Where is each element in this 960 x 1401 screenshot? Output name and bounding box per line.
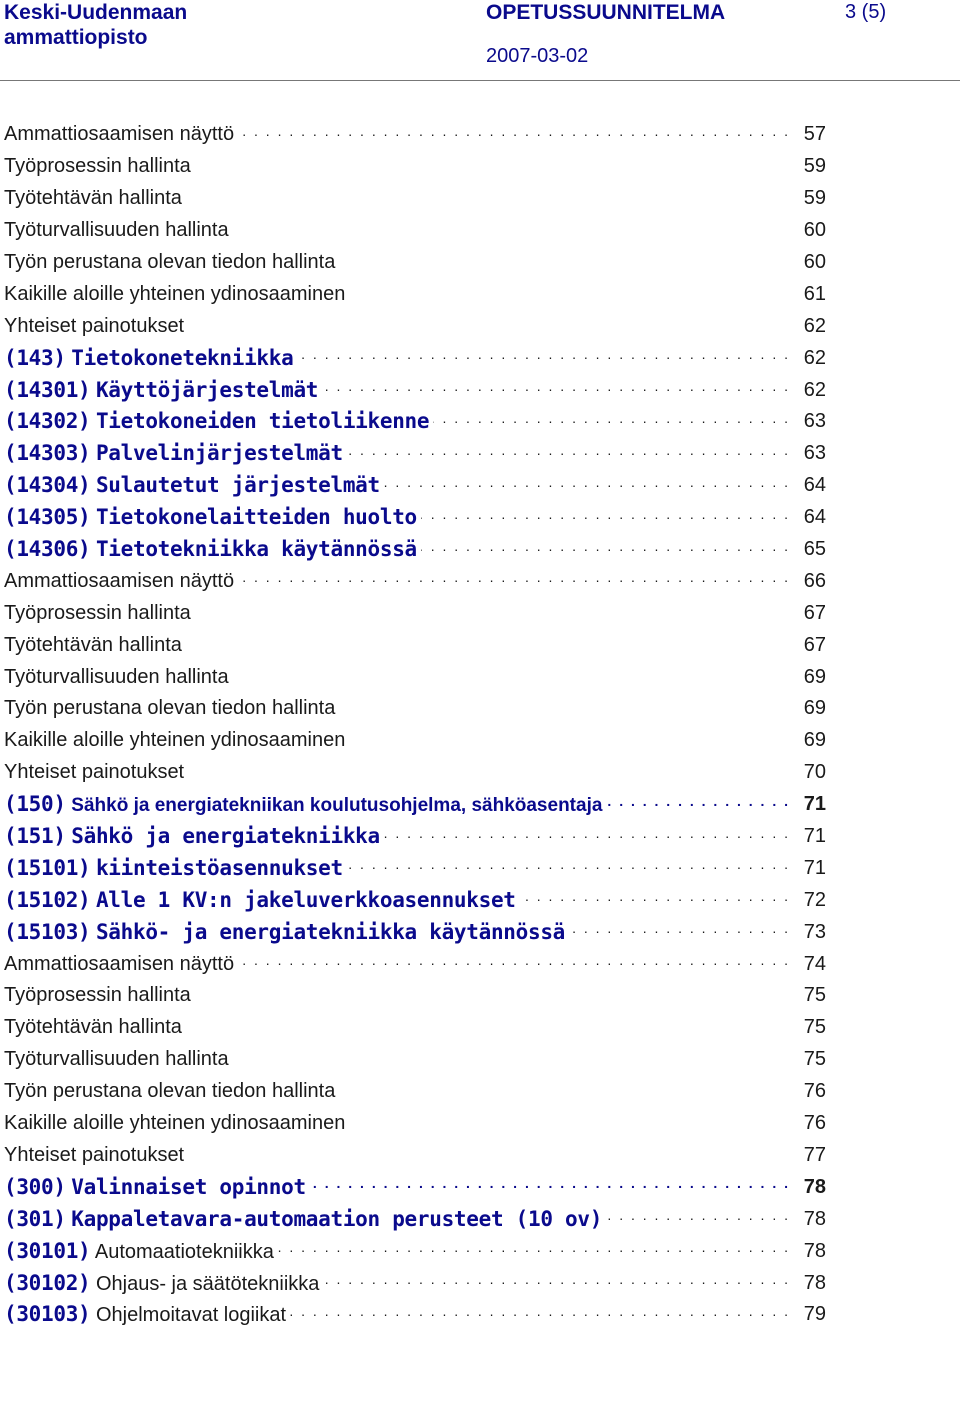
toc-entry-title bbox=[0, 505, 417, 530]
toc-entry-text: Työturvallisuuden hallinta bbox=[4, 665, 229, 688]
toc-entry[interactable] bbox=[0, 310, 826, 342]
toc-entry-page: 78 bbox=[803, 1239, 826, 1262]
toc-entry-title bbox=[0, 666, 229, 689]
toc-entry-title bbox=[0, 378, 318, 403]
toc-leader-dots bbox=[349, 1112, 790, 1136]
toc-leader-dots bbox=[278, 1239, 790, 1263]
toc-leader-dots bbox=[195, 155, 790, 179]
toc-entry-code: (15101) bbox=[4, 855, 91, 880]
toc-entry-title bbox=[0, 1302, 286, 1327]
toc-entry-page: 76 bbox=[803, 1112, 826, 1135]
toc-entry-page: 69 bbox=[803, 729, 826, 752]
toc-entry-code: (14303) bbox=[4, 441, 91, 466]
toc-entry-title bbox=[0, 602, 191, 625]
toc-entry-page: 77 bbox=[803, 1143, 826, 1166]
toc-entry-code: (14301) bbox=[4, 377, 91, 402]
toc-entry-title bbox=[0, 888, 516, 913]
toc-entry-code: (30102) bbox=[4, 1270, 91, 1295]
toc-leader-dots bbox=[188, 761, 790, 785]
toc-leader-dots bbox=[347, 442, 790, 466]
toc-entry-code: (300) bbox=[4, 1174, 66, 1199]
toc-leader-dots bbox=[323, 1271, 790, 1295]
toc-entry[interactable] bbox=[0, 821, 826, 853]
toc-leader-dots bbox=[384, 474, 790, 498]
toc-leader-dots bbox=[384, 825, 790, 849]
toc-leader-dots bbox=[233, 219, 790, 243]
toc-entry-code: (14306) bbox=[4, 537, 91, 562]
toc-entry-text: Tietokoneiden tietoliikenne bbox=[95, 409, 430, 434]
toc-entry[interactable] bbox=[0, 629, 826, 661]
toc-entry[interactable] bbox=[0, 470, 826, 502]
toc-entry-code: (15102) bbox=[4, 887, 91, 912]
toc-entry[interactable] bbox=[0, 693, 826, 725]
toc-entry[interactable] bbox=[0, 1235, 826, 1267]
toc-entry[interactable] bbox=[0, 183, 826, 215]
toc-entry-title bbox=[0, 1112, 345, 1135]
toc-entry-page: 59 bbox=[803, 155, 826, 178]
table-of-contents bbox=[0, 119, 960, 1331]
toc-entry-page: 73 bbox=[803, 920, 826, 943]
toc-entry-text: Työtehtävän hallinta bbox=[4, 187, 182, 210]
toc-entry-text: Sähkö ja energiatekniikan koulutusohjelma, sähköasentaja bbox=[71, 795, 603, 817]
toc-entry-page: 75 bbox=[803, 984, 826, 1007]
toc-entry-title bbox=[0, 984, 191, 1007]
toc-entry-title bbox=[0, 920, 565, 945]
toc-leader-dots bbox=[186, 1016, 790, 1040]
toc-entry-text: Ammattiosaamisen näyttö bbox=[4, 569, 235, 592]
toc-entry[interactable] bbox=[0, 725, 826, 757]
toc-entry[interactable] bbox=[0, 1140, 826, 1172]
toc-entry-page: 61 bbox=[803, 282, 826, 305]
toc-entry-title bbox=[0, 953, 234, 976]
toc-entry-text: Työtehtävän hallinta bbox=[4, 633, 182, 656]
toc-entry-page: 71 bbox=[803, 793, 826, 816]
toc-leader-dots bbox=[186, 633, 790, 657]
toc-entry[interactable] bbox=[0, 438, 826, 470]
toc-entry[interactable] bbox=[0, 342, 826, 374]
toc-entry-page: 78 bbox=[803, 1207, 826, 1230]
header-divider bbox=[0, 80, 960, 81]
toc-entry-title bbox=[0, 1175, 306, 1200]
toc-entry-code: (150) bbox=[4, 792, 66, 817]
toc-entry-text: Tietokonelaitteiden huolto bbox=[95, 505, 417, 530]
toc-entry[interactable] bbox=[0, 1203, 826, 1235]
toc-entry-page: 76 bbox=[803, 1080, 826, 1103]
toc-entry-title bbox=[0, 824, 380, 849]
toc-entry[interactable] bbox=[0, 119, 826, 151]
toc-entry[interactable] bbox=[0, 406, 826, 438]
toc-entry-title bbox=[0, 761, 184, 784]
toc-entry-text: Tietotekniikka käytännössä bbox=[95, 537, 417, 562]
toc-entry-title bbox=[0, 1080, 335, 1103]
toc-entry-page: 69 bbox=[803, 665, 826, 688]
toc-entry-page: 67 bbox=[803, 633, 826, 656]
toc-entry-text: Ohjaus- ja säätötekniikka bbox=[95, 1272, 320, 1295]
toc-leader-dots bbox=[297, 346, 790, 370]
toc-entry-title bbox=[0, 856, 343, 881]
toc-entry-text: Alle 1 KV:n jakeluverkkoasennukset bbox=[95, 887, 516, 912]
toc-entry-text: Työn perustana olevan tiedon hallinta bbox=[4, 697, 336, 720]
toc-entry-text: Tietokonetekniikka bbox=[71, 345, 294, 370]
toc-entry[interactable] bbox=[0, 916, 826, 948]
toc-entry[interactable] bbox=[0, 278, 826, 310]
toc-entry-text: Sähkö- ja energiatekniikka käytännössä bbox=[95, 919, 566, 944]
toc-leader-dots bbox=[186, 187, 790, 211]
toc-entry-text: Palvelinjärjestelmät bbox=[95, 441, 343, 466]
toc-entry-text: Yhteiset painotukset bbox=[4, 1143, 185, 1166]
toc-entry-page: 59 bbox=[803, 187, 826, 210]
toc-entry-code: (301) bbox=[4, 1206, 66, 1231]
toc-entry-page: 75 bbox=[803, 1048, 826, 1071]
toc-entry-page: 66 bbox=[803, 569, 826, 592]
organization-name bbox=[4, 0, 187, 50]
toc-entry-title bbox=[0, 1016, 182, 1039]
toc-entry-text: Työturvallisuuden hallinta bbox=[4, 1048, 229, 1071]
toc-leader-dots bbox=[606, 793, 790, 817]
toc-entry[interactable] bbox=[0, 661, 826, 693]
toc-entry-title bbox=[0, 537, 417, 562]
toc-entry[interactable] bbox=[0, 215, 826, 247]
toc-entry-text: Työprosessin hallinta bbox=[4, 155, 191, 178]
toc-entry[interactable] bbox=[0, 789, 826, 821]
toc-entry-code: (14304) bbox=[4, 473, 91, 498]
toc-leader-dots bbox=[347, 856, 790, 880]
toc-entry[interactable] bbox=[0, 980, 826, 1012]
toc-entry-code: (30101) bbox=[4, 1238, 91, 1263]
toc-entry[interactable] bbox=[0, 757, 826, 789]
toc-entry-text: Työprosessin hallinta bbox=[4, 984, 191, 1007]
toc-entry-code: (151) bbox=[4, 824, 66, 849]
toc-leader-dots bbox=[233, 1048, 790, 1072]
toc-entry-text: Työturvallisuuden hallinta bbox=[4, 219, 229, 242]
toc-entry-text: Kaikille aloille yhteinen ydinosaaminen bbox=[4, 1112, 346, 1135]
toc-entry-title bbox=[0, 346, 293, 371]
toc-leader-dots bbox=[233, 665, 790, 689]
toc-entry-title bbox=[0, 315, 184, 338]
toc-entry-page: 72 bbox=[803, 888, 826, 911]
toc-entry-page: 62 bbox=[803, 346, 826, 369]
page-header bbox=[0, 0, 960, 80]
toc-entry-title bbox=[0, 187, 182, 210]
toc-entry[interactable] bbox=[0, 1012, 826, 1044]
toc-leader-dots bbox=[310, 1175, 790, 1199]
toc-entry-page: 62 bbox=[803, 378, 826, 401]
toc-leader-dots bbox=[433, 410, 790, 434]
toc-entry-page: 78 bbox=[803, 1271, 826, 1294]
toc-leader-dots bbox=[195, 984, 790, 1008]
toc-entry-text: Työn perustana olevan tiedon hallinta bbox=[4, 1080, 336, 1103]
toc-entry-text: Automaatiotekniikka bbox=[94, 1240, 274, 1263]
toc-entry-page: 57 bbox=[803, 123, 826, 146]
toc-leader-dots bbox=[238, 952, 790, 976]
toc-entry[interactable] bbox=[0, 374, 826, 406]
document-title: OPETUSSUUNNITELMA bbox=[486, 1, 726, 24]
toc-entry[interactable] bbox=[0, 502, 826, 534]
toc-entry-title bbox=[0, 1271, 319, 1296]
toc-entry-page: 71 bbox=[803, 825, 826, 848]
toc-entry-page: 64 bbox=[803, 474, 826, 497]
toc-entry-code: (30103) bbox=[4, 1302, 91, 1327]
toc-entry-page: 65 bbox=[803, 538, 826, 561]
toc-leader-dots bbox=[421, 538, 790, 562]
toc-entry-page: 75 bbox=[803, 1016, 826, 1039]
toc-leader-dots bbox=[349, 729, 790, 753]
toc-leader-dots bbox=[339, 1080, 790, 1104]
toc-entry-title bbox=[0, 792, 602, 817]
toc-entry-title bbox=[0, 123, 234, 146]
toc-entry-page: 79 bbox=[803, 1303, 826, 1326]
toc-entry-title bbox=[0, 251, 335, 274]
toc-entry-text: Kappaletavara-automaation perusteet (10 ov) bbox=[71, 1206, 603, 1231]
toc-entry-title bbox=[0, 1048, 229, 1071]
toc-entry-title bbox=[0, 409, 429, 434]
toc-entry-page: 67 bbox=[803, 601, 826, 624]
toc-entry-title bbox=[0, 219, 229, 242]
toc-leader-dots bbox=[606, 1207, 790, 1231]
toc-entry-text: Sähkö ja energiatekniikka bbox=[71, 824, 380, 849]
toc-entry[interactable] bbox=[0, 948, 826, 980]
toc-entry[interactable] bbox=[0, 1044, 826, 1076]
toc-entry[interactable] bbox=[0, 565, 826, 597]
toc-entry-title bbox=[0, 570, 234, 593]
toc-entry-title bbox=[0, 441, 343, 466]
toc-entry[interactable] bbox=[0, 151, 826, 183]
toc-entry-title bbox=[0, 729, 345, 752]
toc-entry-text: Työprosessin hallinta bbox=[4, 601, 191, 624]
toc-entry[interactable] bbox=[0, 1076, 826, 1108]
toc-entry-page: 70 bbox=[803, 761, 826, 784]
toc-entry-text: Työtehtävän hallinta bbox=[4, 1016, 182, 1039]
toc-leader-dots bbox=[195, 601, 790, 625]
toc-entry-page: 62 bbox=[803, 314, 826, 337]
toc-leader-dots bbox=[188, 314, 790, 338]
document-date: 2007-03-02 bbox=[486, 45, 589, 67]
toc-entry-title bbox=[0, 473, 380, 498]
toc-entry-title bbox=[0, 155, 191, 178]
toc-leader-dots bbox=[349, 282, 790, 306]
toc-entry-page: 64 bbox=[803, 506, 826, 529]
page-number: 3 (5) bbox=[845, 1, 887, 23]
toc-entry-title bbox=[0, 1144, 184, 1167]
toc-entry-page: 69 bbox=[803, 697, 826, 720]
toc-leader-dots bbox=[238, 569, 790, 593]
toc-entry-code: (14302) bbox=[4, 409, 91, 434]
toc-entry-title bbox=[0, 1239, 274, 1264]
toc-entry-text: Työn perustana olevan tiedon hallinta bbox=[4, 251, 336, 273]
toc-entry[interactable] bbox=[0, 1299, 826, 1331]
toc-entry-title bbox=[0, 1207, 602, 1232]
toc-entry[interactable] bbox=[0, 534, 826, 566]
toc-entry-page: 71 bbox=[803, 856, 826, 879]
toc-entry-text: Kaikille aloille yhteinen ydinosaaminen bbox=[4, 729, 346, 752]
toc-entry-text: Yhteiset painotukset bbox=[4, 761, 185, 784]
organization-name-line2: ammattiopisto bbox=[4, 26, 148, 49]
toc-entry-code: (143) bbox=[4, 345, 66, 370]
toc-leader-dots bbox=[322, 378, 790, 402]
toc-entry-page: 74 bbox=[803, 952, 826, 975]
toc-entry-text: Ammattiosaamisen näyttö bbox=[4, 952, 235, 975]
toc-entry-text: Valinnaiset opinnot bbox=[71, 1174, 306, 1199]
toc-leader-dots bbox=[188, 1143, 790, 1167]
toc-entry-text: kiinteistöasennukset bbox=[95, 855, 343, 880]
toc-leader-dots bbox=[421, 506, 790, 530]
toc-entry-page: 60 bbox=[803, 251, 826, 273]
toc-leader-dots bbox=[569, 920, 790, 944]
toc-entry-page: 78 bbox=[803, 1175, 826, 1198]
toc-entry-text: Kaikille aloille yhteinen ydinosaaminen bbox=[4, 282, 346, 305]
toc-leader-dots bbox=[339, 697, 790, 721]
toc-entry-page: 63 bbox=[803, 442, 826, 465]
toc-entry[interactable] bbox=[0, 1171, 826, 1203]
toc-entry[interactable] bbox=[0, 852, 826, 884]
toc-entry-page: 60 bbox=[803, 219, 826, 242]
toc-entry[interactable] bbox=[0, 884, 826, 916]
organization-name-line1: Keski-Uudenmaan bbox=[4, 1, 188, 24]
toc-leader-dots bbox=[290, 1303, 790, 1327]
toc-entry[interactable] bbox=[0, 597, 826, 629]
toc-entry-text: Sulautetut järjestelmät bbox=[95, 473, 380, 498]
toc-entry-code: (15103) bbox=[4, 919, 91, 944]
toc-entry[interactable] bbox=[0, 1267, 826, 1299]
toc-entry-text: Ohjelmoitavat logiikat bbox=[95, 1304, 287, 1327]
toc-entry-text: Yhteiset painotukset bbox=[4, 314, 185, 337]
toc-leader-dots bbox=[339, 251, 790, 275]
toc-leader-dots bbox=[520, 888, 790, 912]
toc-entry-text: Käyttöjärjestelmät bbox=[95, 377, 319, 402]
toc-entry-text: Ammattiosaamisen näyttö bbox=[4, 123, 235, 146]
toc-entry-page: 63 bbox=[803, 410, 826, 433]
toc-leader-dots bbox=[238, 123, 790, 147]
toc-entry-title bbox=[0, 697, 335, 720]
toc-entry-title bbox=[0, 634, 182, 657]
toc-entry[interactable] bbox=[0, 247, 826, 279]
toc-entry-code: (14305) bbox=[4, 505, 91, 530]
toc-entry[interactable] bbox=[0, 1108, 826, 1140]
toc-entry-title bbox=[0, 283, 345, 306]
